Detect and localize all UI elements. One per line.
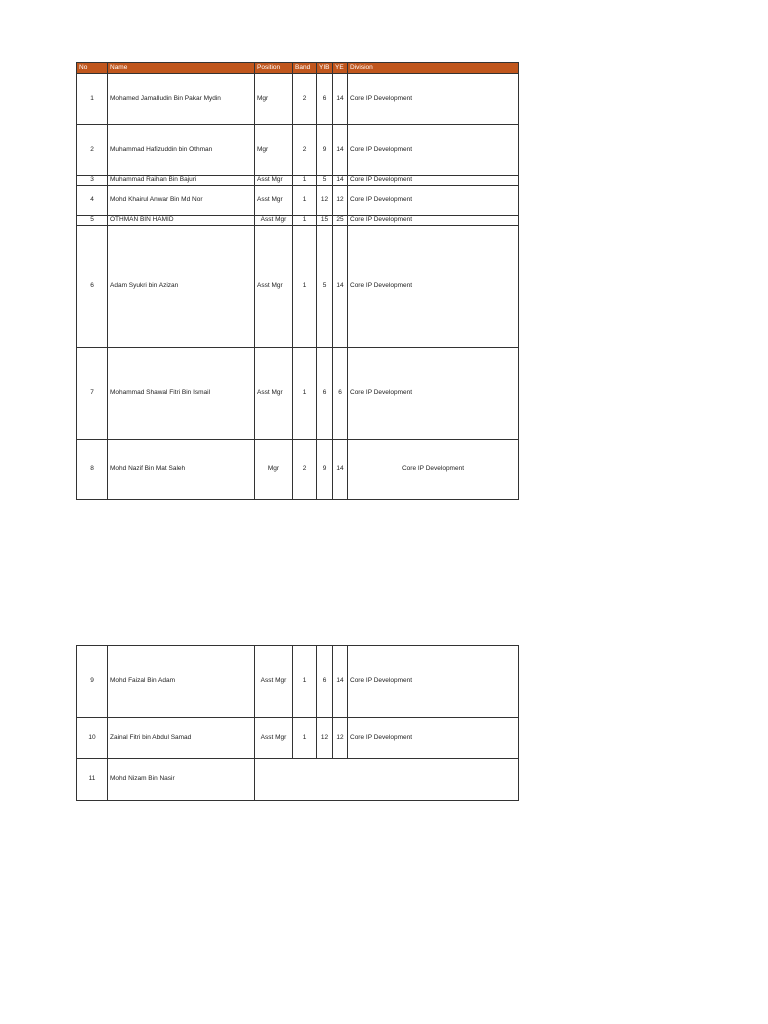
cell-position: Asst Mgr <box>255 226 293 348</box>
table-row <box>77 74 519 125</box>
header-band: Band <box>293 63 317 74</box>
header-ye: YE <box>333 63 348 74</box>
cell-name: Mohd Nizam Bin Nasir <box>108 759 255 801</box>
table-row <box>77 440 519 500</box>
cell-band: 1 <box>293 216 317 226</box>
cell-band: 1 <box>293 226 317 348</box>
cell-band: 1 <box>293 186 317 216</box>
cell-division: Core IP Development <box>348 125 519 176</box>
staff-table-top <box>76 62 519 500</box>
cell-division: Core IP Development <box>348 440 519 500</box>
cell-band: 2 <box>293 125 317 176</box>
cell-division: Core IP Development <box>348 74 519 125</box>
cell-yib: 9 <box>317 440 333 500</box>
cell-division: Core IP Development <box>348 348 519 440</box>
cell-no: 1 <box>77 74 108 125</box>
cell-name: OTHMAN BIN HAMID <box>108 216 255 226</box>
cell-no: 5 <box>77 216 108 226</box>
cell-name: Muhammad Hafizuddin bin Othman <box>108 125 255 176</box>
cell-ye: 14 <box>333 440 348 500</box>
header-no: No <box>77 63 108 74</box>
cell-division: Core IP Development <box>348 186 519 216</box>
table-row <box>77 348 519 440</box>
header-row <box>77 63 519 74</box>
cell-yib: 5 <box>317 176 333 186</box>
cell-ye: 6 <box>333 348 348 440</box>
cell-ye: 12 <box>333 718 348 759</box>
cell-name: Mohd Nazif Bin Mat Saleh <box>108 440 255 500</box>
cell-yib: 12 <box>317 718 333 759</box>
cell-position: Asst Mgr <box>255 718 293 759</box>
table-row <box>77 186 519 216</box>
empty-area <box>255 759 519 801</box>
cell-band: 2 <box>293 440 317 500</box>
cell-position: Asst Mgr <box>255 216 293 226</box>
cell-division: Core IP Development <box>348 226 519 348</box>
cell-ye: 25 <box>333 216 348 226</box>
cell-no: 3 <box>77 176 108 186</box>
cell-no: 6 <box>77 226 108 348</box>
cell-no: 11 <box>77 759 108 801</box>
cell-yib: 12 <box>317 186 333 216</box>
cell-ye: 14 <box>333 176 348 186</box>
table-row <box>77 216 519 226</box>
cell-name: Mohamed Jamalludin Bin Pakar Mydin <box>108 74 255 125</box>
cell-band: 2 <box>293 74 317 125</box>
staff-table-bottom <box>76 645 519 801</box>
cell-ye: 12 <box>333 186 348 216</box>
cell-band: 1 <box>293 646 317 718</box>
cell-name: Mohd Faizal Bin Adam <box>108 646 255 718</box>
table-row <box>77 226 519 348</box>
cell-no: 8 <box>77 440 108 500</box>
cell-band: 1 <box>293 176 317 186</box>
cell-position: Mgr <box>255 125 293 176</box>
cell-yib: 6 <box>317 74 333 125</box>
cell-name: Adam Syukri bin Azizan <box>108 226 255 348</box>
cell-name: Mohammad Shawal Fitri Bin Ismail <box>108 348 255 440</box>
cell-ye: 14 <box>333 125 348 176</box>
cell-band: 1 <box>293 718 317 759</box>
cell-division: Core IP Development <box>348 216 519 226</box>
cell-ye: 14 <box>333 646 348 718</box>
cell-ye: 14 <box>333 74 348 125</box>
cell-name: Muhammad Raihan Bin Bajuri <box>108 176 255 186</box>
cell-no: 7 <box>77 348 108 440</box>
cell-no: 2 <box>77 125 108 176</box>
table-row <box>77 646 519 718</box>
table-row <box>77 718 519 759</box>
cell-no: 10 <box>77 718 108 759</box>
cell-name: Zainal Fitri bin Abdul Samad <box>108 718 255 759</box>
cell-position: Asst Mgr <box>255 646 293 718</box>
cell-position: Asst Mgr <box>255 176 293 186</box>
cell-position: Mgr <box>255 74 293 125</box>
header-division: Division <box>348 63 519 74</box>
cell-no: 9 <box>77 646 108 718</box>
cell-no: 4 <box>77 186 108 216</box>
cell-ye: 14 <box>333 226 348 348</box>
cell-band: 1 <box>293 348 317 440</box>
cell-yib: 6 <box>317 646 333 718</box>
cell-name: Mohd Khairul Anwar Bin Md Nor <box>108 186 255 216</box>
cell-yib: 5 <box>317 226 333 348</box>
cell-position: Asst Mgr <box>255 186 293 216</box>
table-row <box>77 125 519 176</box>
cell-division: Core IP Development <box>348 646 519 718</box>
cell-division: Core IP Development <box>348 176 519 186</box>
cell-position: Mgr <box>255 440 293 500</box>
cell-yib: 15 <box>317 216 333 226</box>
table-row <box>77 759 519 801</box>
table-row <box>77 176 519 186</box>
header-yib: YIB <box>317 63 333 74</box>
header-position: Position <box>255 63 293 74</box>
cell-position: Asst Mgr <box>255 348 293 440</box>
cell-yib: 9 <box>317 125 333 176</box>
cell-division: Core IP Development <box>348 718 519 759</box>
cell-yib: 6 <box>317 348 333 440</box>
header-name: Name <box>108 63 255 74</box>
